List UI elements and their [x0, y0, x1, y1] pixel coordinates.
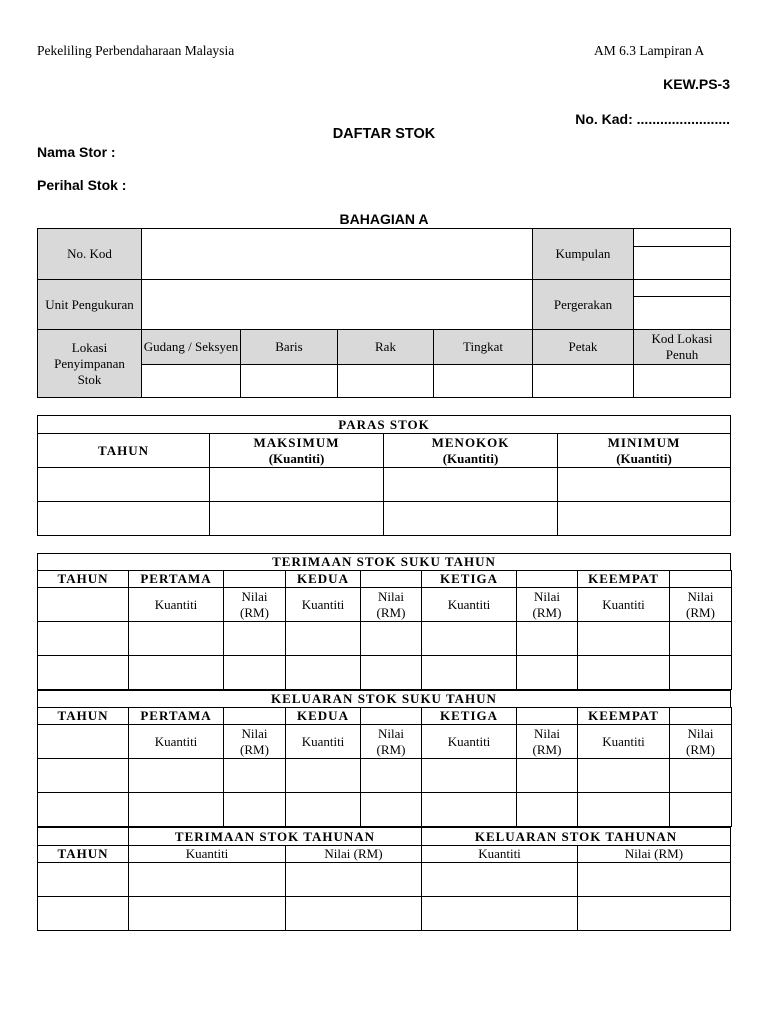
annual-row1-terimaan-kuantiti[interactable]	[128, 862, 286, 897]
paras-tahun-header: TAHUN	[37, 433, 210, 468]
terimaan-subheader-blank	[37, 587, 129, 622]
loc-input-petak[interactable]	[532, 364, 634, 398]
section-a-title: BAHAGIAN A	[339, 211, 429, 227]
keluaran-quarter-ketiga-blank	[516, 707, 578, 725]
menokok-unit: (Kuantiti)	[442, 450, 499, 466]
keluaran-row2-cell[interactable]	[516, 792, 578, 827]
nilai-unit: (RM)	[240, 604, 269, 620]
loc-col-petak: Petak	[532, 329, 634, 365]
kumpulan-label: Kumpulan	[532, 228, 634, 280]
loc-input-gudang[interactable]	[141, 364, 241, 398]
keluaran-quarter-kedua: KEDUA	[285, 707, 361, 725]
unit-input[interactable]	[141, 279, 533, 330]
paras-minimum-header	[557, 433, 731, 468]
terimaan-row1-cell[interactable]	[37, 621, 129, 656]
minimum-label: MINIMUM	[607, 434, 681, 450]
terimaan-row1-cell[interactable]	[223, 621, 286, 656]
keluaran-row2-cell[interactable]	[577, 792, 670, 827]
terimaan-tahun-header: TAHUN	[37, 570, 129, 588]
terimaan-row1-cell[interactable]	[421, 621, 517, 656]
annual-row2-terimaan-kuantiti[interactable]	[128, 896, 286, 931]
terimaan-quarter-pertama-blank	[223, 570, 286, 588]
annual-row1-keluaran-kuantiti[interactable]	[421, 862, 578, 897]
keluaran-row2-cell[interactable]	[669, 792, 732, 827]
card-number-field: No. Kad: ........................	[575, 111, 730, 127]
loc-col-gudang: Gudang / Seksyen	[141, 329, 241, 365]
nilai-label: Nilai	[241, 588, 268, 604]
annual-corner	[37, 827, 129, 846]
keluaran-row2-cell[interactable]	[223, 792, 286, 827]
keluaran-quarter-pertama: PERTAMA	[128, 707, 224, 725]
minimum-unit: (Kuantiti)	[616, 450, 672, 466]
unit-label: Unit Pengukuran	[37, 279, 142, 330]
keluaran-row1-cell[interactable]	[360, 758, 422, 793]
nilai-unit: (RM)	[686, 741, 715, 757]
nilai-label: Nilai	[687, 588, 714, 604]
terimaan-row1-cell[interactable]	[577, 621, 670, 656]
nilai-label: Nilai	[534, 725, 560, 741]
no-kod-label: No. Kod	[37, 228, 142, 280]
paras-row1-maks[interactable]	[209, 467, 384, 502]
nilai-label: Nilai	[378, 725, 404, 741]
menokok-label: MENOKOK	[431, 434, 510, 450]
pergerakan-input-2[interactable]	[633, 296, 731, 330]
stock-description-label: Perihal Stok :	[37, 177, 127, 193]
terimaan-kedua-kuantiti-header: Kuantiti	[285, 587, 361, 622]
loc-input-kod-lokasi[interactable]	[633, 364, 731, 398]
nilai-unit: (RM)	[240, 741, 269, 757]
paras-menokok-header	[383, 433, 558, 468]
keluaran-keempat-kuantiti-header: Kuantiti	[577, 724, 670, 759]
nilai-label: Nilai	[534, 588, 560, 604]
terimaan-row2-cell[interactable]	[421, 655, 517, 690]
paras-maksimum-header	[209, 433, 384, 468]
keluaran-row1-cell[interactable]	[285, 758, 361, 793]
nilai-unit: (RM)	[686, 604, 715, 620]
paras-row1-tahun[interactable]	[37, 467, 210, 502]
loc-input-tingkat[interactable]	[433, 364, 533, 398]
terimaan-quarter-pertama: PERTAMA	[128, 570, 224, 588]
loc-col-baris: Baris	[240, 329, 338, 365]
paras-row1-min[interactable]	[557, 467, 731, 502]
terimaan-pertama-nilai-header	[223, 587, 286, 622]
annual-row1-tahun[interactable]	[37, 862, 129, 897]
terimaan-row2-cell[interactable]	[577, 655, 670, 690]
terimaan-row1-cell[interactable]	[516, 621, 578, 656]
loc-col-rak: Rak	[337, 329, 434, 365]
terimaan-row2-cell[interactable]	[37, 655, 129, 690]
terimaan-row2-cell[interactable]	[285, 655, 361, 690]
maksimum-unit: (Kuantiti)	[268, 450, 325, 466]
terimaan-row2-cell[interactable]	[223, 655, 286, 690]
nilai-label: Nilai	[241, 725, 268, 741]
terimaan-row1-cell[interactable]	[128, 621, 224, 656]
terimaan-quarter-keempat-blank	[669, 570, 732, 588]
terimaan-row2-cell[interactable]	[669, 655, 732, 690]
terimaan-row1-cell[interactable]	[669, 621, 732, 656]
pergerakan-label: Pergerakan	[532, 279, 634, 330]
terimaan-quarter-kedua: KEDUA	[285, 570, 361, 588]
nilai-label: Nilai	[687, 725, 714, 741]
keluaran-kedua-kuantiti-header: Kuantiti	[285, 724, 361, 759]
appendix-reference: AM 6.3 Lampiran A	[594, 43, 705, 58]
annual-keluaran-title: KELUARAN STOK TAHUNAN	[421, 827, 731, 846]
no-kod-input[interactable]	[141, 228, 533, 280]
keluaran-tahun-header: TAHUN	[37, 707, 129, 725]
keluaran-ketiga-nilai-header	[516, 724, 578, 759]
terimaan-ketiga-kuantiti-header: Kuantiti	[421, 587, 517, 622]
annual-terimaan-kuantiti-header: Kuantiti	[128, 845, 286, 863]
keluaran-quarter-pertama-blank	[223, 707, 286, 725]
annual-row2-keluaran-kuantiti[interactable]	[421, 896, 578, 931]
nilai-unit: (RM)	[532, 741, 562, 757]
loc-col-kod-lokasi: Kod Lokasi Penuh	[633, 329, 731, 365]
keluaran-row1-cell[interactable]	[577, 758, 670, 793]
keluaran-row1-cell[interactable]	[37, 758, 129, 793]
kumpulan-input-2[interactable]	[633, 246, 731, 280]
keluaran-row2-cell[interactable]	[128, 792, 224, 827]
keluaran-row1-cell[interactable]	[128, 758, 224, 793]
annual-row2-terimaan-nilai[interactable]	[285, 896, 422, 931]
annual-terimaan-nilai-header: Nilai (RM)	[285, 845, 422, 863]
keluaran-keempat-nilai-header	[669, 724, 732, 759]
annual-keluaran-nilai-header: Nilai (RM)	[577, 845, 731, 863]
terimaan-keempat-nilai-header	[669, 587, 732, 622]
terimaan-row2-cell[interactable]	[516, 655, 578, 690]
circular-reference: Pekeliling Perbendaharaan Malaysia	[37, 43, 235, 58]
keluaran-row1-cell[interactable]	[223, 758, 286, 793]
keluaran-row2-cell[interactable]	[285, 792, 361, 827]
nilai-label: Nilai	[378, 588, 404, 604]
keluaran-row2-cell[interactable]	[37, 792, 129, 827]
keluaran-row1-cell[interactable]	[421, 758, 517, 793]
terimaan-row2-cell[interactable]	[360, 655, 422, 690]
keluaran-subheader-blank	[37, 724, 129, 759]
terimaan-kedua-nilai-header	[360, 587, 422, 622]
keluaran-pertama-kuantiti-header: Kuantiti	[128, 724, 224, 759]
terimaan-quarter-title: TERIMAAN STOK SUKU TAHUN	[37, 553, 731, 571]
terimaan-quarter-kedua-blank	[360, 570, 422, 588]
paras-row2-maks[interactable]	[209, 501, 384, 536]
paras-row1-menokok[interactable]	[383, 467, 558, 502]
terimaan-ketiga-nilai-header	[516, 587, 578, 622]
annual-row2-tahun[interactable]	[37, 896, 129, 931]
keluaran-quarter-keempat-blank	[669, 707, 732, 725]
keluaran-quarter-title: KELUARAN STOK SUKU TAHUN	[37, 690, 731, 708]
keluaran-row1-cell[interactable]	[516, 758, 578, 793]
annual-terimaan-title: TERIMAAN STOK TAHUNAN	[128, 827, 422, 846]
terimaan-row1-cell[interactable]	[360, 621, 422, 656]
paras-stok-title: PARAS STOK	[37, 415, 731, 434]
loc-col-tingkat: Tingkat	[433, 329, 533, 365]
keluaran-ketiga-kuantiti-header: Kuantiti	[421, 724, 517, 759]
annual-tahun-header: TAHUN	[37, 845, 129, 863]
paras-row2-min[interactable]	[557, 501, 731, 536]
keluaran-quarter-kedua-blank	[360, 707, 422, 725]
keluaran-pertama-nilai-header	[223, 724, 286, 759]
keluaran-row2-cell[interactable]	[421, 792, 517, 827]
terimaan-row1-cell[interactable]	[285, 621, 361, 656]
annual-row1-keluaran-nilai[interactable]	[577, 862, 731, 897]
terimaan-quarter-ketiga-blank	[516, 570, 578, 588]
nilai-unit: (RM)	[376, 741, 406, 757]
keluaran-row1-cell[interactable]	[669, 758, 732, 793]
paras-row2-tahun[interactable]	[37, 501, 210, 536]
nilai-unit: (RM)	[532, 604, 562, 620]
store-name-label: Nama Stor :	[37, 144, 116, 160]
keluaran-kedua-nilai-header	[360, 724, 422, 759]
keluaran-quarter-keempat: KEEMPAT	[577, 707, 670, 725]
loc-input-baris[interactable]	[240, 364, 338, 398]
keluaran-row2-cell[interactable]	[360, 792, 422, 827]
terimaan-row2-cell[interactable]	[128, 655, 224, 690]
terimaan-keempat-kuantiti-header: Kuantiti	[577, 587, 670, 622]
annual-keluaran-kuantiti-header: Kuantiti	[421, 845, 578, 863]
annual-row1-terimaan-nilai[interactable]	[285, 862, 422, 897]
form-code: KEW.PS-3	[663, 76, 730, 92]
kumpulan-input-1[interactable]	[633, 228, 731, 247]
terimaan-quarter-ketiga: KETIGA	[421, 570, 517, 588]
lokasi-label: Lokasi Penyimpanan Stok	[37, 329, 142, 398]
annual-row2-keluaran-nilai[interactable]	[577, 896, 731, 931]
keluaran-quarter-ketiga: KETIGA	[421, 707, 517, 725]
terimaan-pertama-kuantiti-header: Kuantiti	[128, 587, 224, 622]
terimaan-quarter-keempat: KEEMPAT	[577, 570, 670, 588]
maksimum-label: MAKSIMUM	[253, 434, 340, 450]
loc-input-rak[interactable]	[337, 364, 434, 398]
page-title: DAFTAR STOK	[332, 126, 436, 142]
pergerakan-input-1[interactable]	[633, 279, 731, 297]
paras-row2-menokok[interactable]	[383, 501, 558, 536]
nilai-unit: (RM)	[376, 604, 406, 620]
